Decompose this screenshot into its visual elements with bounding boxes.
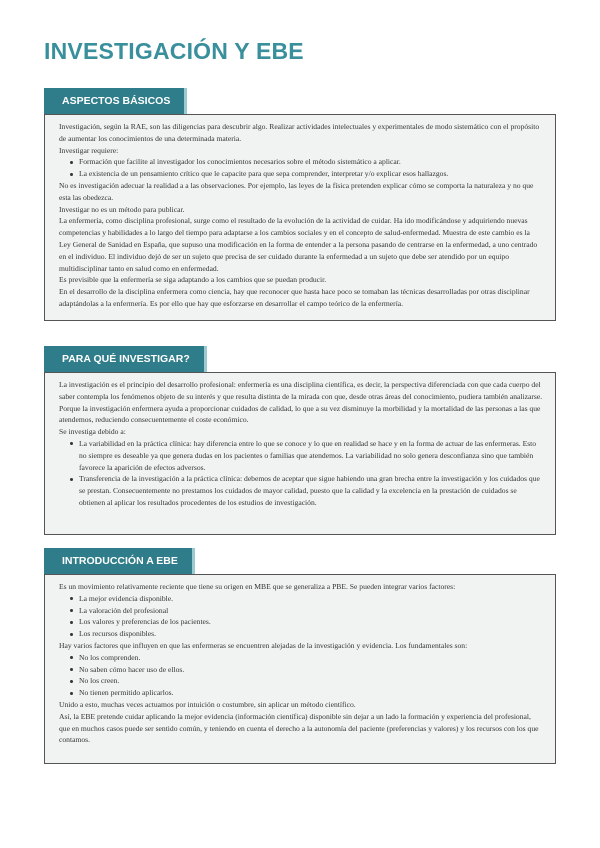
- bullet-list: [59, 156, 543, 180]
- paragraph: La investigación es el principio del desarrollo profesional: enfermería es una disciplina científica, es decir, la perspectiva diferenciada con que cada cuerpo del saber contempla los fenómenos objeto de su interés y que resulta distinta de la mirada con que, desde otras áreas del conocimiento, pudiera también analizarse.: [59, 380, 543, 401]
- paragraph: No es investigación adecuar la realidad a a las observaciones. Por ejemplo, las leyes de la física pretenden explicar cómo se comporta la naturaleza y no que esta las obedezca.: [59, 180, 534, 202]
- section-body: [44, 372, 556, 535]
- paragraph: Investigar no es un método para publicar.: [59, 204, 185, 214]
- paragraph: Es un movimiento relativamente reciente que tiene su origen en MBE que se generaliza a PBE. Se pueden integrar varios factores:: [59, 582, 456, 591]
- section-body: [44, 574, 556, 764]
- section-heading: PARA QUÉ INVESTIGAR?: [44, 346, 207, 372]
- bullet-list: [59, 438, 543, 509]
- paragraph: Es previsible que la enfermería se siga adaptando a los cambios que se puedan producir.: [59, 275, 327, 285]
- list-item: No saben cómo hacer uso de ellos.: [69, 664, 543, 676]
- section-body: [44, 114, 556, 321]
- list-item: La variabilidad en la práctica clínica: hay diferencia entre lo que se conoce y lo que en realidad se hace y en la forma de actuar de las enfermeras. Esto no siempre es deseable ya que genera dudas en los pacientes o familias que atendemos. La variabilidad no solo genera desconfianza sino que también favorece la aparición de efectos adversos.: [69, 438, 543, 473]
- paragraph: Unido a esto, muchas veces actuamos por intuición o costumbre, sin aplicar un método científico.: [59, 699, 356, 709]
- paragraph: Se investiga debido a:: [59, 427, 126, 437]
- bullet-list: [59, 593, 543, 640]
- list-item: No los creen.: [69, 675, 543, 687]
- list-item: Los valores y preferencias de los pacientes.: [69, 616, 543, 628]
- paragraph: Investigar requiere:: [59, 145, 119, 155]
- section-heading: INTRODUCCIÓN A EBE: [44, 548, 195, 574]
- paragraph: Así, la EBE pretende cuidar aplicando la mejor evidencia (información científica) disponible sin dejar a un lado la formación y experiencia del profesional, que en muchos casos puede ser sentido común, y teniendo en cuenta el derecho a la autonomía del paciente (preferencias y valores) y los recursos con los que contamos.: [59, 711, 539, 745]
- paragraph: En el desarrollo de la disciplina enfermera como ciencia, hay que reconocer que hasta hace poco se tomaban las técnicas desarrolladas por otras disciplinar adaptándolas a la enfermería. Es por ello que hay que esforzarse en desarrollar el campo teórico de la enfermería.: [59, 287, 530, 308]
- bullet-list: [59, 652, 543, 699]
- list-item: Formación que facilite al investigador los conocimientos necesarios sobre el método sistemático a aplicar.: [69, 156, 543, 168]
- list-item: Transferencia de la investigación a la práctica clínica: debemos de aceptar que sigue habiendo una gran brecha entre la investigación y los cuidados que se prestan. Consecuentemente no prestamos los cuidados de mayor calidad, puesto que la calidad y la excelencia en la prestación de cuidados se obtienen al aplicar los resultados procedentes de los estudios de investigación.: [69, 473, 543, 508]
- paragraph: La enfermería, como disciplina profesional, surge como el resultado de la evolución de la actividad de cuidar. Ha ido modificándose y adquiriendo nuevas competencias y habilidades a lo largo del tiempo para adaptarse a los cambios sociales y en el concepto de salud-enfermedad. Muestra de este cambio es la Ley General de Sanidad en España, que supuso una modificación en la forma de entender a la persona pasando de centrarse en la enfermedad, a uno centrado en el individuo. El individuo dejó de ser un sujeto que precisa de ser cuidado durante la enfermedad a un sujeto que debe ser atendido por un equipo multidisciplinar tanto en salud como en enfermedad.: [59, 216, 538, 273]
- list-item: La valoración del profesional: [69, 605, 543, 617]
- page-title: INVESTIGACIÓN Y EBE: [44, 38, 304, 64]
- paragraph: Investigación, según la RAE, son las diligencias para descubrir algo. Realizar actividades intelectuales y experimentales de modo sistemático con el propósito de aumentar los conocimientos de una determinada materia.: [59, 122, 540, 143]
- list-item: La existencia de un pensamiento crítico que le capacite para que sepa comprender, interpretar y/o explicar esos hallazgos.: [69, 168, 543, 180]
- list-item: Los recursos disponibles.: [69, 628, 543, 640]
- list-item: No los comprenden.: [69, 652, 543, 664]
- list-item: No tienen permitido aplicarlos.: [69, 687, 543, 699]
- section-heading: ASPECTOS BÁSICOS: [44, 88, 187, 114]
- list-item: La mejor evidencia disponible.: [69, 593, 543, 605]
- paragraph: Hay varios factores que influyen en que las enfermeras se encuentren alejadas de la investigación y evidencia. Los fundamentales son:: [59, 640, 468, 650]
- paragraph: Porque la investigación enfermera ayuda a proporcionar cuidados de calidad, lo que a su vez disminuye la morbilidad y la mortalidad de las personas a las que atendemos, reduciendo consecuentemente el coste económico.: [59, 403, 541, 425]
